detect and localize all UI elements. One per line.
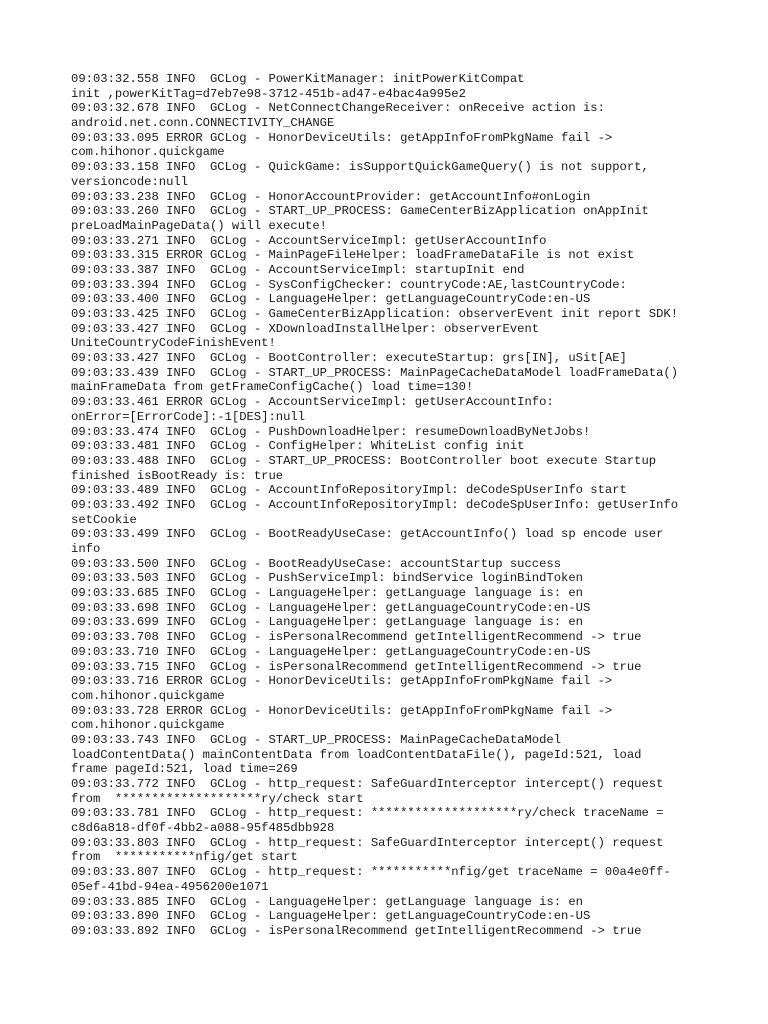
- log-line: 09:03:33.892 INFO GCLog - isPersonalRecommend getIntelligentRecommend -> true: [71, 923, 642, 938]
- log-line: 09:03:33.699 INFO GCLog - LanguageHelper: getLanguage language is: en: [71, 615, 583, 630]
- log-line: 09:03:33.158 INFO GCLog - QuickGame: isSupportQuickGameQuery() is not support,: [71, 160, 649, 175]
- log-line: onError=[ErrorCode]:-1[DES]:null: [71, 409, 306, 424]
- log-line: 09:03:33.474 INFO GCLog - PushDownloadHelper: resumeDownloadByNetJobs!: [71, 424, 591, 439]
- log-line: 09:03:32.558 INFO GCLog - PowerKitManager: initPowerKitCompat: [71, 72, 525, 86]
- log-line: versioncode:null: [71, 174, 189, 189]
- log-line: 09:03:33.489 INFO GCLog - AccountInfoRepositoryImpl: deCodeSpUserInfo start: [71, 483, 627, 498]
- log-line: 09:03:33.743 INFO GCLog - START_UP_PROCESS: MainPageCacheDataModel: [71, 732, 562, 747]
- log-line: android.net.conn.CONNECTIVITY_CHANGE: [71, 116, 335, 131]
- log-line: 09:03:33.803 INFO GCLog - http_request: SafeGuardInterceptor intercept() request: [71, 835, 664, 850]
- log-line: 09:03:33.710 INFO GCLog - LanguageHelper: getLanguageCountryCode:en-US: [71, 644, 591, 659]
- log-line: 09:03:33.439 INFO GCLog - START_UP_PROCESS: MainPageCacheDataModel loadFrameData(): [71, 365, 679, 380]
- log-line: 09:03:33.716 ERROR GCLog - HonorDeviceUtils: getAppInfoFromPkgName fail ->: [71, 674, 613, 689]
- log-line: com.hihonor.quickgame: [71, 718, 225, 733]
- log-line: from ***********nfig/get start: [71, 850, 298, 865]
- log-line: loadContentData() mainContentData from loadContentDataFile(), pageId:521, load: [71, 747, 642, 762]
- log-line: 09:03:33.315 ERROR GCLog - MainPageFileHelper: loadFrameDataFile is not exist: [71, 248, 635, 263]
- log-line: 09:03:33.890 INFO GCLog - LanguageHelper: getLanguageCountryCode:en-US: [71, 909, 591, 924]
- log-line: 09:03:33.781 INFO GCLog - http_request: ********************ry/check traceName =: [71, 806, 664, 821]
- log-line: 09:03:33.488 INFO GCLog - START_UP_PROCESS: BootController boot execute Startup: [71, 453, 657, 468]
- log-line: 09:03:33.698 INFO GCLog - LanguageHelper: getLanguageCountryCode:en-US: [71, 600, 591, 615]
- log-line: 09:03:33.499 INFO GCLog - BootReadyUseCase: getAccountInfo() load sp encode user: [71, 527, 664, 542]
- log-line: 09:03:33.685 INFO GCLog - LanguageHelper: getLanguage language is: en: [71, 586, 583, 601]
- log-line: c8d6a818-df0f-4bb2-a088-95f485dbb928: [71, 821, 335, 836]
- log-line: 05ef-41bd-94ea-4956200e1071: [71, 879, 269, 894]
- log-line: 09:03:33.394 INFO GCLog - SysConfigChecker: countryCode:AE,lastCountryCode:: [71, 277, 627, 292]
- log-line: 09:03:33.885 INFO GCLog - LanguageHelper: getLanguage language is: en: [71, 894, 583, 909]
- log-line: mainFrameData from getFrameConfigCache() load time=130!: [71, 380, 474, 395]
- log-text: [71, 72, 701, 939]
- log-line: 09:03:33.708 INFO GCLog - isPersonalRecommend getIntelligentRecommend -> true: [71, 630, 642, 645]
- log-line: preLoadMainPageData() will execute!: [71, 218, 327, 233]
- log-line: 09:03:33.503 INFO GCLog - PushServiceImpl: bindService loginBindToken: [71, 571, 583, 586]
- log-line: com.hihonor.quickgame: [71, 688, 225, 703]
- log-line: 09:03:33.481 INFO GCLog - ConfigHelper: WhiteList config init: [71, 439, 525, 454]
- log-line: 09:03:33.461 ERROR GCLog - AccountServiceImpl: getUserAccountInfo:: [71, 395, 554, 410]
- log-line: init ,powerKitTag=d7eb7e98-3712-451b-ad47-e4bac4a995e2: [71, 86, 466, 101]
- log-line: 09:03:33.492 INFO GCLog - AccountInfoRepositoryImpl: deCodeSpUserInfo: getUserInfo: [71, 497, 679, 512]
- log-line: com.hihonor.quickgame: [71, 145, 225, 160]
- log-line: UniteCountryCodeFinishEvent!: [71, 336, 276, 351]
- log-line: 09:03:33.387 INFO GCLog - AccountServiceImpl: startupInit end: [71, 262, 525, 277]
- log-line: 09:03:33.427 INFO GCLog - XDownloadInstallHelper: observerEvent: [71, 321, 540, 336]
- log-line: 09:03:33.425 INFO GCLog - GameCenterBizApplication: observerEvent init report SDK!: [71, 307, 679, 321]
- log-line: 09:03:33.238 INFO GCLog - HonorAccountProvider: getAccountInfo#onLogin: [71, 189, 591, 204]
- log-line: 09:03:33.772 INFO GCLog - http_request: SafeGuardInterceptor intercept() request: [71, 777, 664, 791]
- log-line: 09:03:33.095 ERROR GCLog - HonorDeviceUtils: getAppInfoFromPkgName fail ->: [71, 130, 613, 145]
- log-line: 09:03:33.807 INFO GCLog - http_request: ***********nfig/get traceName = 00a4e0ff-: [71, 865, 671, 880]
- log-line: setCookie: [71, 512, 137, 527]
- log-line: 09:03:32.678 INFO GCLog - NetConnectChangeReceiver: onReceive action is:: [71, 101, 605, 116]
- log-line: 09:03:33.271 INFO GCLog - AccountServiceImpl: getUserAccountInfo: [71, 233, 547, 248]
- log-line: 09:03:33.260 INFO GCLog - START_UP_PROCESS: GameCenterBizApplication onAppInit: [71, 204, 649, 219]
- log-line: finished isBootReady is: true: [71, 468, 284, 483]
- log-line: 09:03:33.728 ERROR GCLog - HonorDeviceUtils: getAppInfoFromPkgName fail ->: [71, 703, 613, 718]
- log-line: 09:03:33.715 INFO GCLog - isPersonalRecommend getIntelligentRecommend -> true: [71, 659, 642, 674]
- log-line: 09:03:33.400 INFO GCLog - LanguageHelper: getLanguageCountryCode:en-US: [71, 292, 591, 307]
- log-line: frame pageId:521, load time=269: [71, 762, 298, 777]
- log-line: 09:03:33.427 INFO GCLog - BootController: executeStartup: grs[IN], uSit[AE]: [71, 351, 627, 366]
- log-line: 09:03:33.500 INFO GCLog - BootReadyUseCase: accountStartup success: [71, 556, 562, 571]
- log-line: from ********************ry/check start: [71, 791, 364, 806]
- log-line: info: [71, 542, 101, 556]
